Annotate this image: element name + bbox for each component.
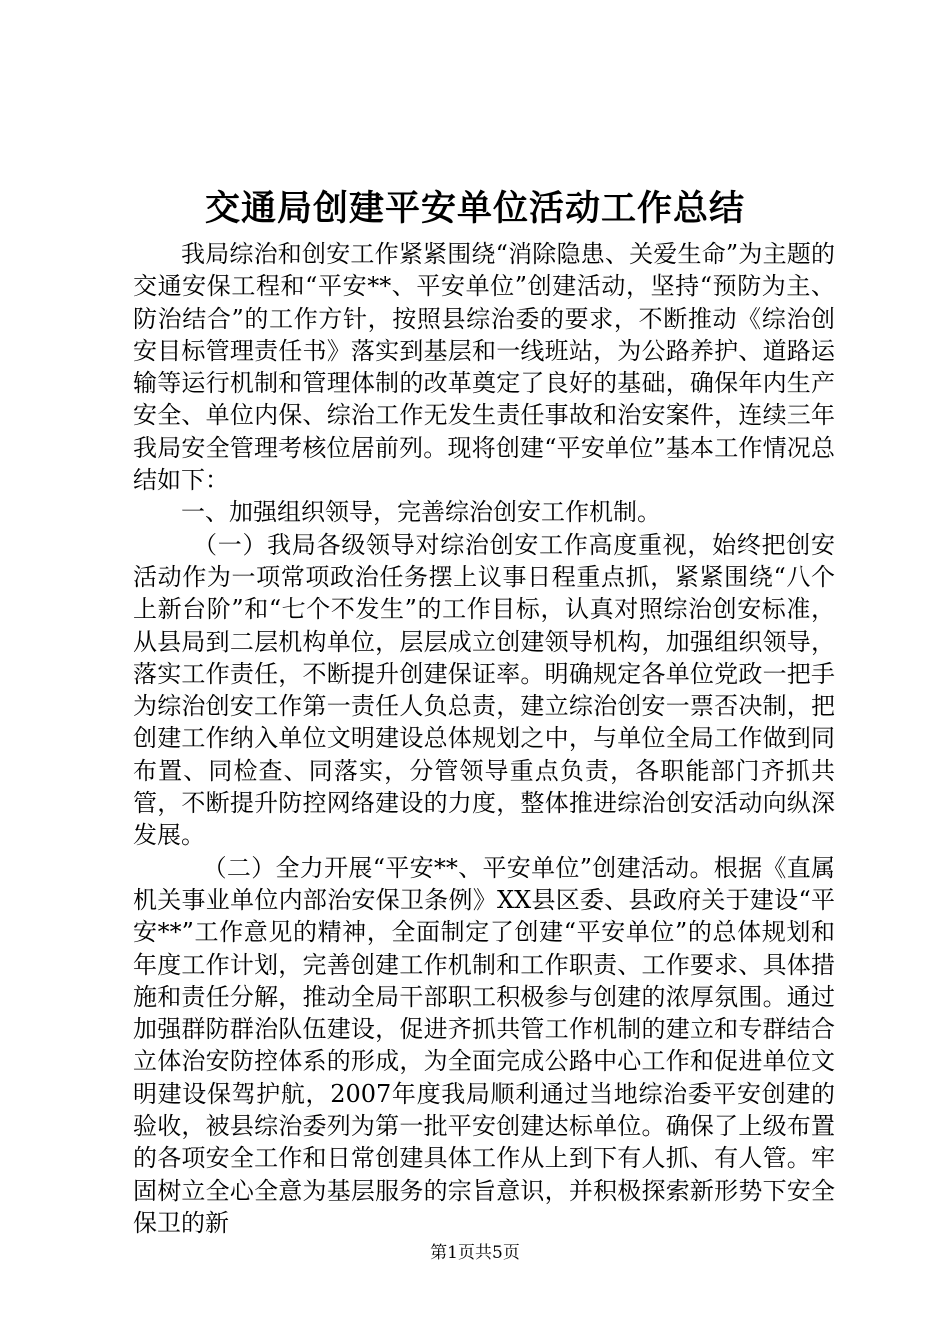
section-heading-1: 一、加强组织领导，完善综治创安工作机制。 xyxy=(181,498,661,527)
paragraph-intro: 我局综治和创安工作紧紧围绕“消除隐患、关爱生命”为主题的交通安保工程和“平安**、平安单位”创建活动，坚持“预防为主、防治结合”的工作方针，按照县综治委的要求，不断推动《综治创安目标管理责任书》落实到基层和一线班站，为公路养护、道路运输等运行机制和管理体制的改革奠定了良好的基础，确保年内生产安全、单位内保、综治工作无发生责任事故和治安案件，连续三年我局安全管理考核位居前列。现将创建“平安单位”基本工作情况总结如下： xyxy=(133,240,835,495)
paragraph-subsection-2: （二）全力开展“平安**、平安单位”创建活动。根据《直属机关事业单位内部治安保卫条例》XX县区委、县政府关于建设“平安**”工作意见的精神，全面制定了创建“平安单位”的总体规划和年度工作计划，完善创建工作机制和工作职责、工作要求、具体措施和责任分解，推动全局干部职工积极参与创建的浓厚氛围。通过加强群防群治队伍建设，促进齐抓共管工作机制的建立和专群结合立体治安防控体系的形成，为全面完成公路中心工作和促进单位文明建设保驾护航，2007年度我局顺利通过当地综治委平安创建的验收，被县综治委列为第一批平安创建达标单位。确保了上级布置的各项安全工作和日常创建具体工作从上到下有人抓、有人管。牢固树立全心全意为基层服务的宗旨意识，并积极探索新形势下安全保卫的新 xyxy=(133,853,835,1237)
paragraph-subsection-1: （一）我局各级领导对综治创安工作高度重视，始终把创安活动作为一项常项政治任务摆上议事日程重点抓，紧紧围绕“八个上新台阶”和“七个不发生”的工作目标，认真对照综治创安标准，从县局到二层机构单位，层层成立创建领导机构，加强组织领导，落实工作责任，不断提升创建保证率。明确规定各单位党政一把手为综治创安工作第一责任人负总责，建立综治创安一票否决制，把创建工作纳入单位文明建设总体规划之中，与单位全局工作做到同布置、同检查、同落实，分管领导重点负责，各职能部门齐抓共管，不断提升防控网络建设的力度，整体推进综治创安活动向纵深发展。 xyxy=(133,530,835,850)
page-number: 第1页 xyxy=(430,1243,475,1263)
page-footer xyxy=(0,1242,950,1264)
page-total: 共5页 xyxy=(475,1243,520,1263)
document-body xyxy=(133,238,835,1239)
document-title: 交通局创建平安单位活动工作总结 xyxy=(204,188,745,229)
